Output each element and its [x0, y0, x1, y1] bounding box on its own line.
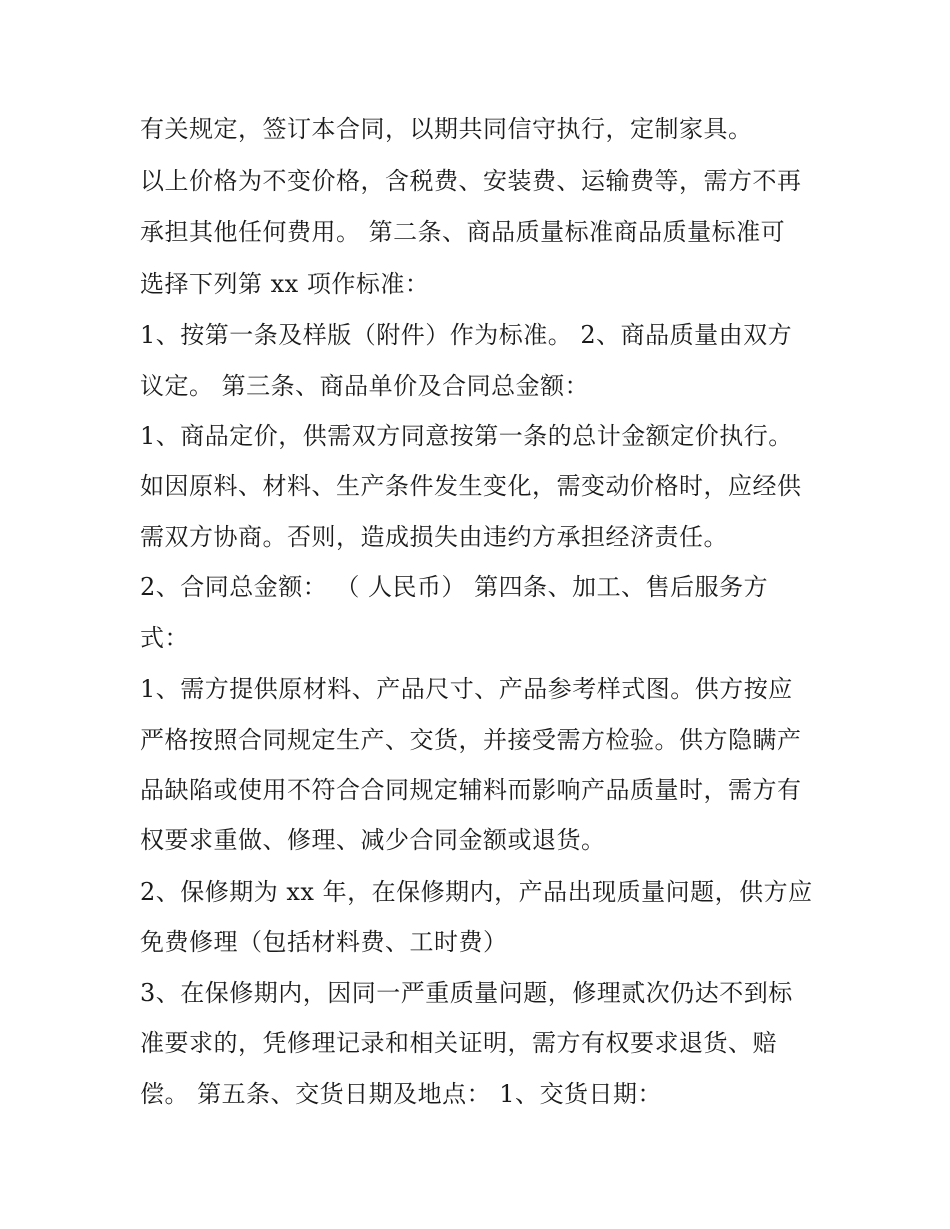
text-line: 议定。 第三条、商品单价及合同总金额：	[140, 372, 590, 400]
text-line: 1、需方提供原材料、产品尺寸、产品参考样式图。供方按应	[140, 675, 793, 703]
text-line: 如因原料、材料、生产条件发生变化，需变动价格时，应经供	[140, 472, 802, 500]
text-line: 以上价格为不变价格，含税费、安装费、运输费等，需方不再	[140, 167, 802, 195]
text-line: 权要求重做、修理、减少合同金额或退货。	[140, 826, 606, 854]
text-line: 1、按第一条及样版（附件）作为标准。 2、商品质量由双方	[140, 321, 793, 349]
text-line: 2、保修期为 xx 年，在保修期内，产品出现质量问题，供方应	[140, 878, 813, 906]
text-line: 2、合同总金额： （ 人民币） 第四条、加工、售后服务方	[140, 573, 769, 601]
text-line: 式：	[140, 624, 189, 652]
text-line: 偿。 第五条、交货日期及地点： 1、交货日期：	[140, 1080, 663, 1108]
text-line: 准要求的，凭修理记录和相关证明，需方有权要求退货、赔	[140, 1029, 777, 1057]
text-line: 需双方协商。否则，造成损失由违约方承担经济责任。	[140, 523, 728, 551]
text-line: 选择下列第 xx 项作标准：	[140, 270, 430, 298]
text-line: 严格按照合同规定生产、交货，并接受需方检验。供方隐瞒产	[140, 726, 802, 754]
text-line: 免费修理（包括材料费、工时费）	[140, 928, 508, 956]
text-line: 品缺陷或使用不符合合同规定辅料而影响产品质量时，需方有	[140, 776, 802, 804]
text-line: 1、商品定价，供需双方同意按第一条的总计金额定价执行。	[140, 422, 793, 450]
text-line: 有关规定，签订本合同，以期共同信守执行，定制家具。	[140, 115, 753, 143]
text-line: 3、在保修期内，因同一严重质量问题，修理贰次仍达不到标	[140, 979, 793, 1007]
text-line: 承担其他任何费用。 第二条、商品质量标准商品质量标准可	[140, 218, 786, 246]
